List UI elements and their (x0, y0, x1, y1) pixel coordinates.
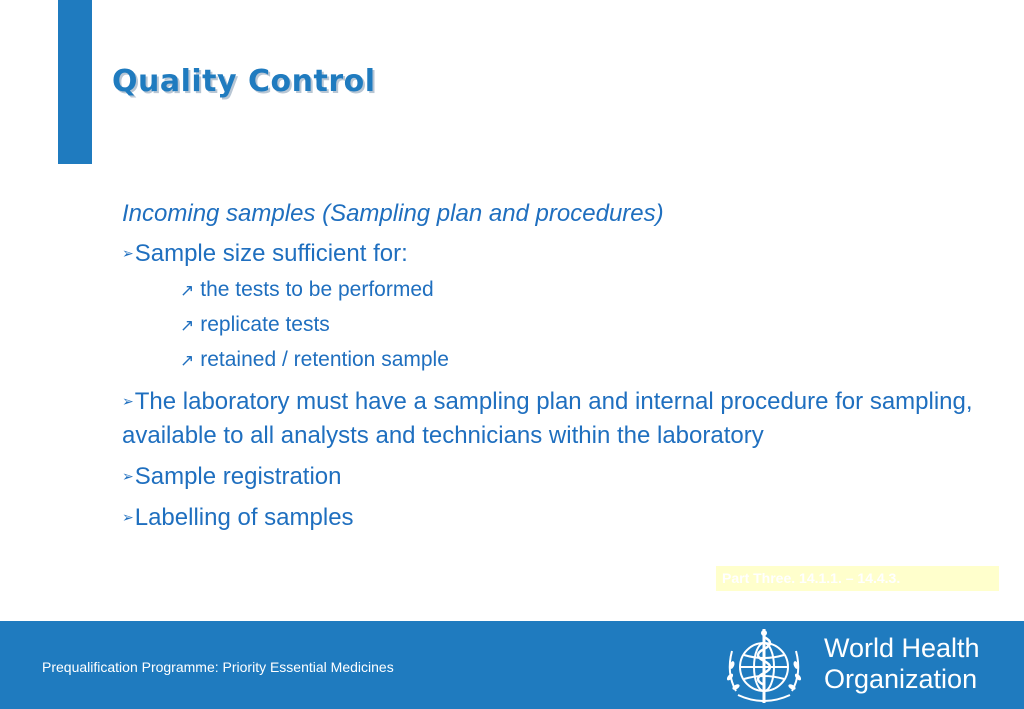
who-emblem-icon (718, 621, 810, 709)
sub-bullet (180, 273, 982, 308)
sub-bullet (180, 308, 982, 343)
section-subtitle: Incoming samples (Sampling plan and procedures) (122, 200, 664, 227)
programme-name: Prequalification Programme: Priority Essential Medicines (42, 659, 394, 675)
bullet-sample-registration (122, 459, 982, 494)
bullet-labelling (122, 500, 982, 535)
diagonal-arrow-icon: ↗ (180, 316, 195, 335)
reference-note: Part Three. 14.1.1. – 14.4.3. (716, 566, 999, 591)
bullet-text: Sample size sufficient for: (134, 240, 408, 267)
bullet-sample-size (122, 236, 982, 271)
org-name-line1: World Health (824, 633, 980, 663)
slide-content (122, 198, 982, 535)
footer-bar (0, 621, 1024, 709)
diagonal-arrow-icon: ↗ (180, 351, 195, 370)
arrowhead-bullet-icon: ➢ (122, 509, 134, 525)
who-wordmark (824, 633, 980, 695)
sub-bullet-text: retained / retention sample (200, 348, 449, 371)
bullet-text: Labelling of samples (134, 504, 354, 531)
sub-bullet-text: the tests to be performed (200, 278, 434, 301)
sub-bullet (180, 343, 982, 378)
side-accent-bar (58, 0, 92, 164)
arrowhead-bullet-icon: ➢ (122, 468, 134, 484)
bullet-text: Sample registration (134, 463, 342, 490)
arrowhead-bullet-icon: ➢ (122, 245, 134, 261)
bullet-text: The laboratory must have a sampling plan and internal procedure for sampling, available to all analysts and technicians within the laboratory (122, 388, 973, 449)
arrowhead-bullet-icon: ➢ (122, 393, 134, 409)
bullet-sampling-plan (122, 384, 982, 453)
sample-size-sublist (180, 273, 982, 378)
slide-title: Quality Control (112, 64, 376, 99)
org-name-line2: Organization (824, 664, 978, 694)
sub-bullet-text: replicate tests (200, 313, 330, 336)
diagonal-arrow-icon: ↗ (180, 281, 195, 300)
